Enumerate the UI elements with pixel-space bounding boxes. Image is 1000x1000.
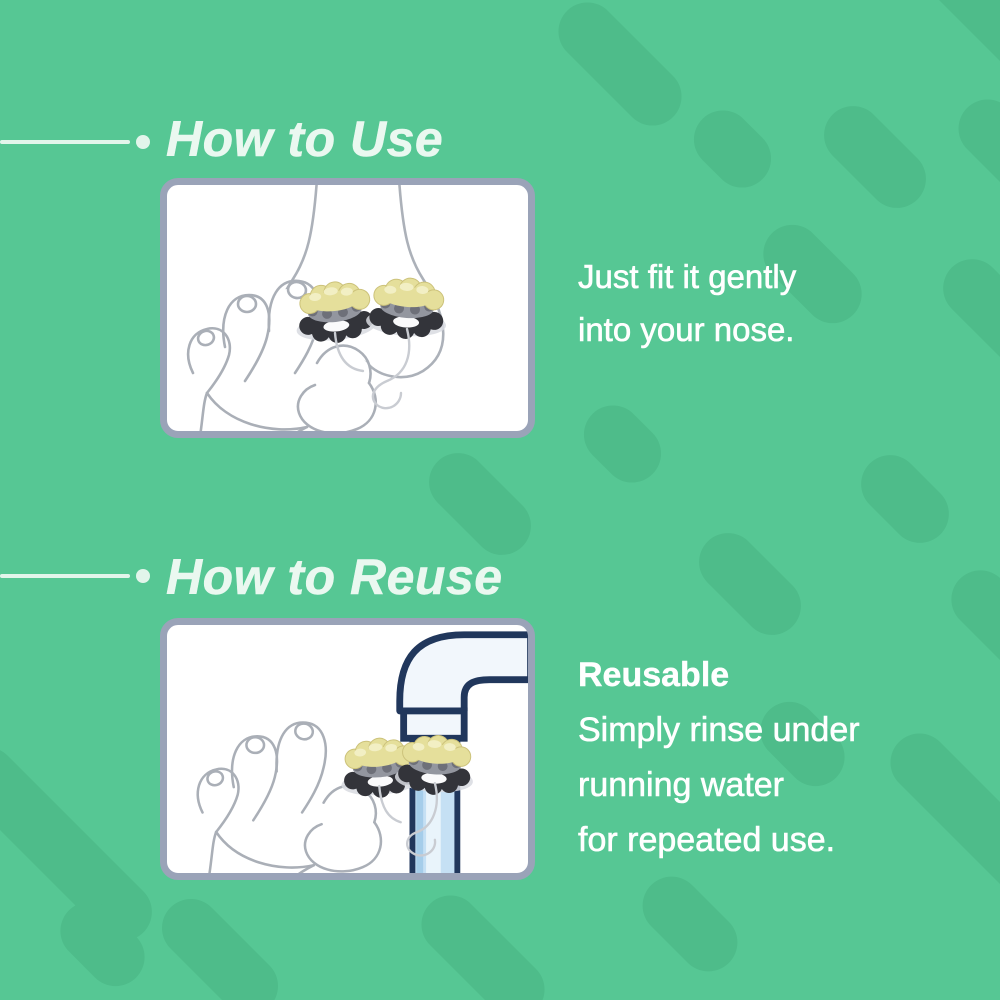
pattern-capsule (682, 98, 783, 199)
section-reuse-title: How to Reuse (166, 549, 503, 605)
pattern-capsule (631, 865, 750, 984)
faucet-rinse-illustration (167, 625, 528, 873)
caption-line: Just fit it gently (578, 258, 797, 295)
pattern-capsule (947, 88, 1000, 221)
use-illustration-card (160, 178, 535, 438)
reuse-caption (578, 648, 860, 868)
pattern-capsule (931, 247, 1000, 451)
heading-lead-line (0, 140, 130, 144)
heading-lead-dot (136, 135, 150, 149)
reuse-illustration-card (160, 618, 535, 880)
caption-title: Reusable (578, 656, 730, 694)
pattern-capsule (687, 521, 813, 647)
caption-line: Simply rinse under (578, 711, 860, 749)
heading-lead-line (0, 574, 130, 578)
heading-lead-dot (136, 569, 150, 583)
pattern-capsule (939, 558, 1000, 719)
pattern-capsule (849, 443, 961, 555)
pattern-capsule (409, 883, 556, 1000)
pattern-capsule (150, 887, 290, 1000)
faucet-icon (400, 635, 528, 738)
caption-line: running water (578, 766, 785, 804)
caption-line: into your nose. (578, 311, 795, 348)
pattern-capsule (878, 721, 1000, 960)
nose-insert-illustration (167, 185, 528, 431)
pattern-capsule (572, 393, 673, 494)
pattern-capsule (546, 0, 693, 138)
use-caption (578, 250, 796, 356)
pattern-capsule (812, 94, 938, 220)
pattern-capsule (834, 0, 1000, 100)
caption-line: for repeated use. (578, 821, 836, 859)
section-use-title: How to Use (166, 111, 444, 167)
